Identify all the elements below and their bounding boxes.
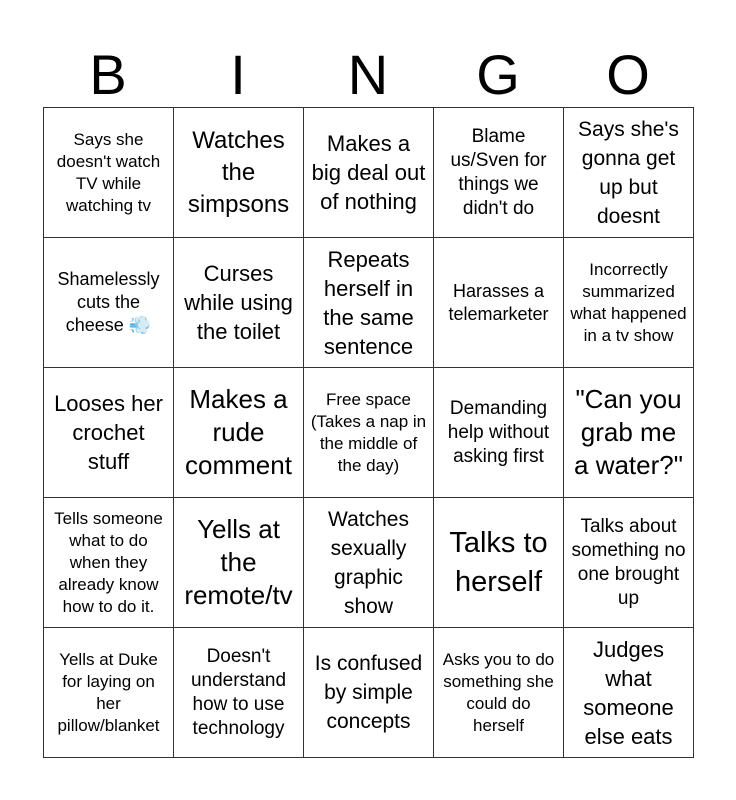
cell-text: Incorrectly summarized what happened in a tv show	[570, 259, 687, 345]
header-letter-i: I	[230, 43, 246, 106]
cell-text: Shamelessly cuts the cheese 💨	[57, 269, 160, 335]
cell-text: Watches sexually graphic show	[328, 507, 409, 618]
header-letter-o: O	[606, 43, 650, 106]
cell-text: Says she's gonna get up but doesnt	[578, 117, 679, 228]
cell-text: Is confused by simple concepts	[314, 652, 423, 733]
bingo-cell[interactable]	[44, 108, 174, 238]
bingo-cell[interactable]	[434, 628, 564, 758]
bingo-cell[interactable]	[564, 238, 694, 368]
bingo-cell[interactable]	[44, 628, 174, 758]
bingo-cell[interactable]	[304, 368, 434, 498]
header-letter-b: B	[89, 43, 127, 106]
bingo-cell[interactable]	[434, 238, 564, 368]
bingo-cell[interactable]	[304, 498, 434, 628]
bingo-cell[interactable]	[304, 108, 434, 238]
cell-text: "Can you grab me a water?"	[574, 384, 683, 480]
bingo-cell[interactable]	[564, 498, 694, 628]
bingo-cell[interactable]	[44, 368, 174, 498]
cell-text: Makes a rude comment	[185, 384, 292, 480]
cell-text: Demanding help without asking first	[447, 397, 550, 467]
cell-text: Blame us/Sven for things we didn't do	[450, 125, 547, 219]
bingo-header	[43, 42, 693, 108]
bingo-cell[interactable]	[44, 238, 174, 368]
header-letter-g: G	[476, 43, 520, 106]
bingo-cell[interactable]	[174, 498, 304, 628]
cell-text: Judges what someone else eats	[583, 636, 674, 749]
cell-text: Curses while using the toilet	[184, 261, 293, 344]
bingo-board	[43, 107, 694, 758]
cell-text: Says she doesn't watch TV while watching tv	[56, 129, 161, 215]
cell-text: Repeats herself in the same sentence	[323, 246, 414, 359]
cell-text: Watches the simpsons	[187, 126, 290, 218]
cell-text: Talks to herself	[449, 526, 548, 598]
bingo-cell[interactable]	[174, 108, 304, 238]
cell-text: Harasses a telemarketer	[448, 280, 549, 324]
cell-text: Free space (Takes a nap in the middle of the day)	[310, 389, 427, 475]
bingo-cell[interactable]	[434, 368, 564, 498]
bingo-cell[interactable]	[174, 238, 304, 368]
cell-text: Talks about something no one brought up	[571, 515, 686, 609]
bingo-cell[interactable]	[44, 498, 174, 628]
bingo-cell[interactable]	[304, 238, 434, 368]
cell-text: Yells at the remote/tv	[184, 514, 293, 610]
bingo-cell[interactable]	[434, 108, 564, 238]
bingo-cell[interactable]	[174, 368, 304, 498]
cell-text: Tells someone what to do when they already know how to do it.	[54, 508, 163, 616]
bingo-cell[interactable]	[174, 628, 304, 758]
header-letter-n: N	[347, 43, 389, 106]
bingo-cell[interactable]	[434, 498, 564, 628]
bingo-cell[interactable]	[564, 108, 694, 238]
cell-text: Looses her crochet stuff	[54, 391, 163, 474]
bingo-cell[interactable]	[304, 628, 434, 758]
bingo-cell[interactable]	[564, 628, 694, 758]
cell-text: Asks you to do something she could do herself	[442, 649, 555, 735]
cell-text: Yells at Duke for laying on her pillow/blanket	[57, 649, 160, 735]
bingo-cell[interactable]	[564, 368, 694, 498]
cell-text: Doesn't understand how to use technology	[190, 645, 287, 739]
cell-text: Makes a big deal out of nothing	[311, 131, 426, 214]
